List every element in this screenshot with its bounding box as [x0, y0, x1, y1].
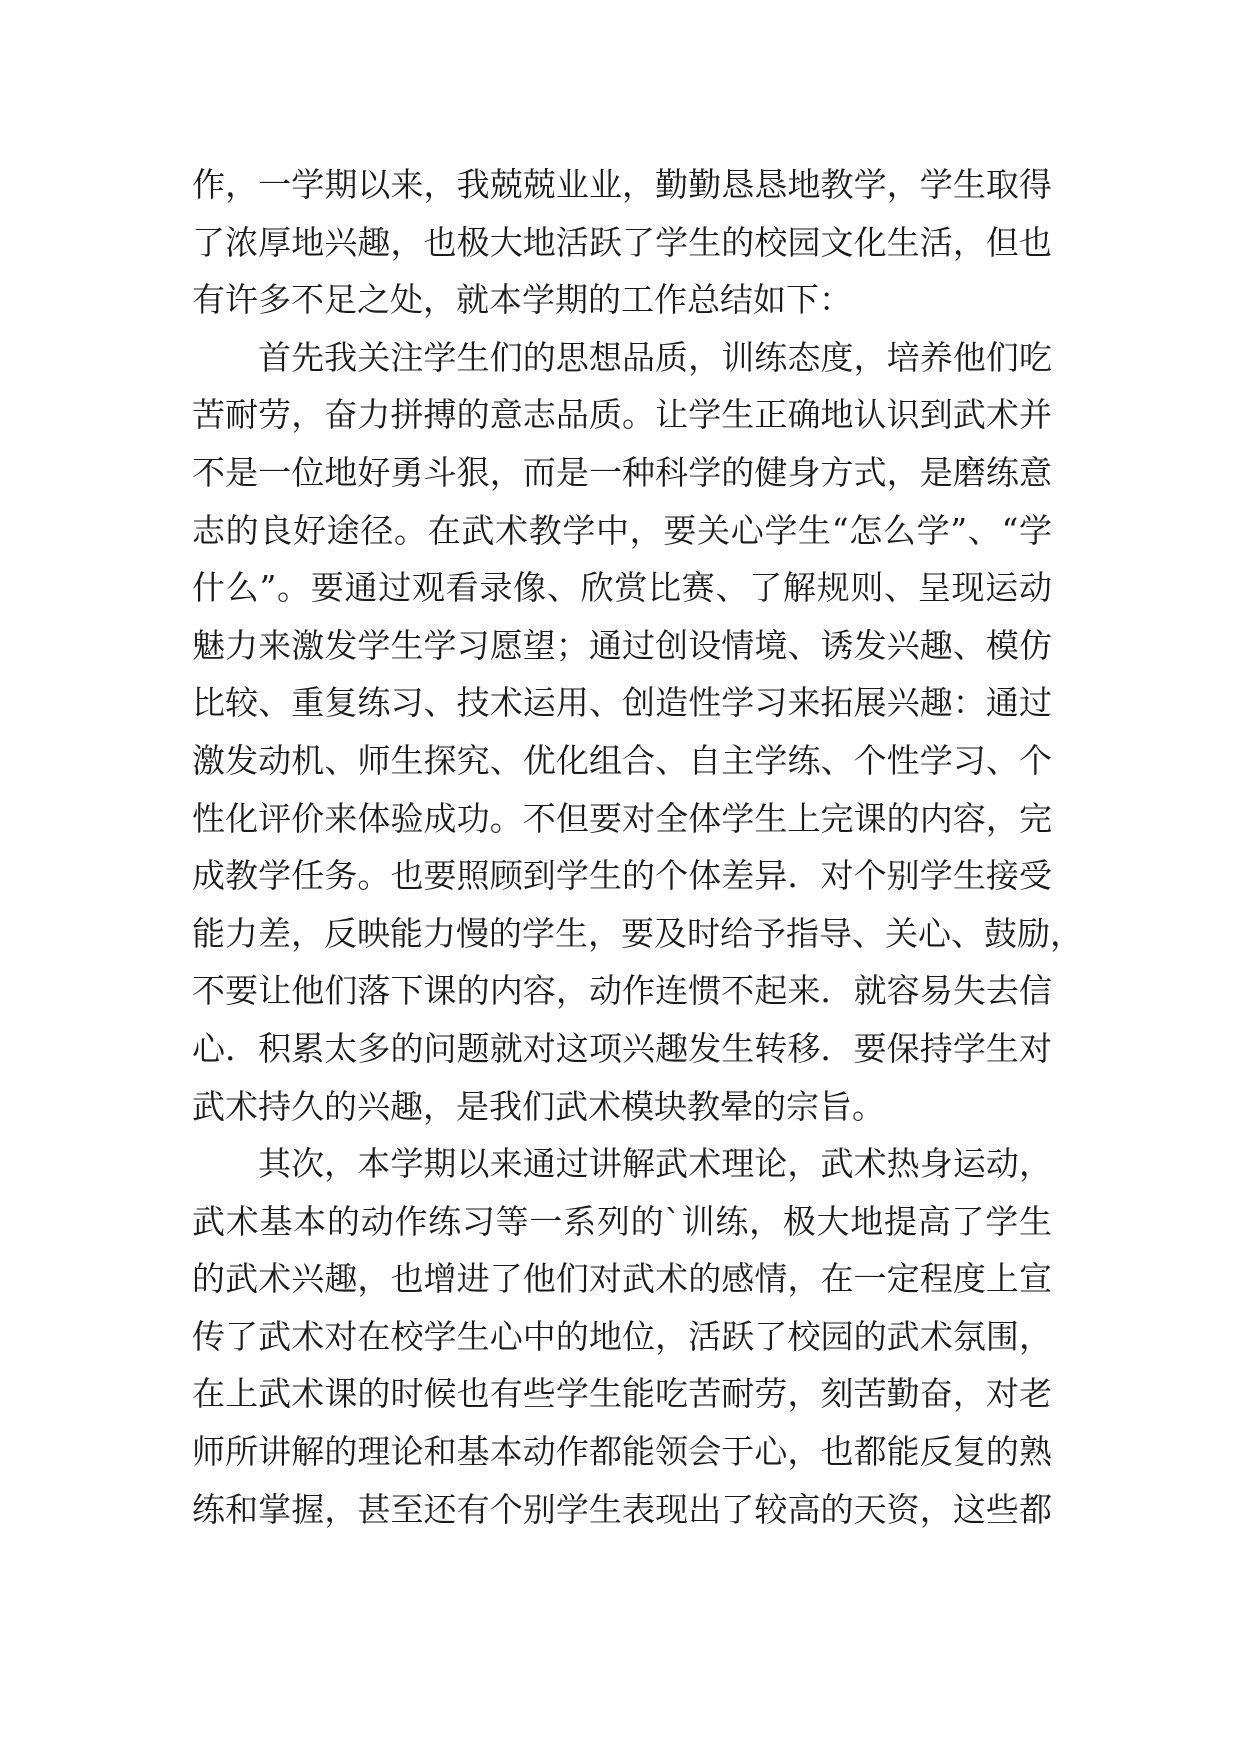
- text-line: 武术持久的兴趣，是我们武术模块教晕的宗旨。: [192, 1086, 885, 1126]
- text-line: 什么”。要通过观看录像、欣赏比赛、了解规则、呈现运动: [192, 568, 1052, 608]
- text-line: 有许多不足之处，就本学期的工作总结如下：: [192, 280, 852, 320]
- text-line: 心．积累太多的问题就对这项兴趣发生转移．要保持学生对: [192, 1028, 1052, 1068]
- text-line: 武术基本的动作练习等一系列的`训练，极大地提高了学生: [192, 1201, 1052, 1241]
- text-line: 在上武术课的时候也有些学生能吃苦耐劳，刻苦勤奋，对老: [192, 1374, 1052, 1414]
- text-line: 不是一位地好勇斗狠，而是一种科学的健身方式，是磨练意: [192, 452, 1052, 492]
- text-line: 成教学任务。也要照顾到学生的个体差异．对个别学生接受: [192, 856, 1052, 896]
- text-line: 练和掌握，甚至还有个别学生表现出了较高的天资，这些都: [192, 1489, 1052, 1529]
- text-line: 志的良好途径。在武术教学中，要关心学生“怎么学”、“学: [192, 510, 1052, 550]
- document-body: [192, 156, 1083, 1538]
- text-line: 能力差，反映能力慢的学生，要及时给予指导、关心、鼓励，: [192, 913, 1083, 953]
- text-line: 激发动机、师生探究、优化组合、自主学练、个性学习、个: [192, 740, 1052, 780]
- text-line: 魅力来激发学生学习愿望；通过创设情境、诱发兴趣、模仿: [192, 625, 1052, 665]
- text-line: 苦耐劳，奋力拼搏的意志品质。让学生正确地认识到武术并: [192, 395, 1052, 435]
- text-line: 作，一学期以来，我兢兢业业，勤勤恳恳地教学，学生取得: [192, 165, 1052, 204]
- text-line: 不要让他们落下课的内容，动作连惯不起来．就容易失去信: [192, 971, 1052, 1011]
- paragraph-first-line: 首先我关注学生们的思想品质，训练态度，培养他们吃: [258, 337, 1052, 377]
- paragraph-first-line: 其次，本学期以来通过讲解武术理论，武术热身运动，: [258, 1144, 1052, 1184]
- text-line: 传了武术对在校学生心中的地位，活跃了校园的武术氛围，: [192, 1316, 1052, 1356]
- text-line: 师所讲解的理论和基本动作都能领会于心，也都能反复的熟: [192, 1432, 1052, 1472]
- text-line: 性化评价来体验成功。不但要对全体学生上完课的内容，完: [192, 798, 1052, 838]
- text-line: 比较、重复练习、技术运用、创造性学习来拓展兴趣：通过: [192, 683, 1052, 723]
- text-line: 的武术兴趣，也增进了他们对武术的感情，在一定程度上宣: [192, 1259, 1052, 1299]
- text-line: 了浓厚地兴趣，也极大地活跃了学生的校园文化生活，但也: [192, 222, 1052, 262]
